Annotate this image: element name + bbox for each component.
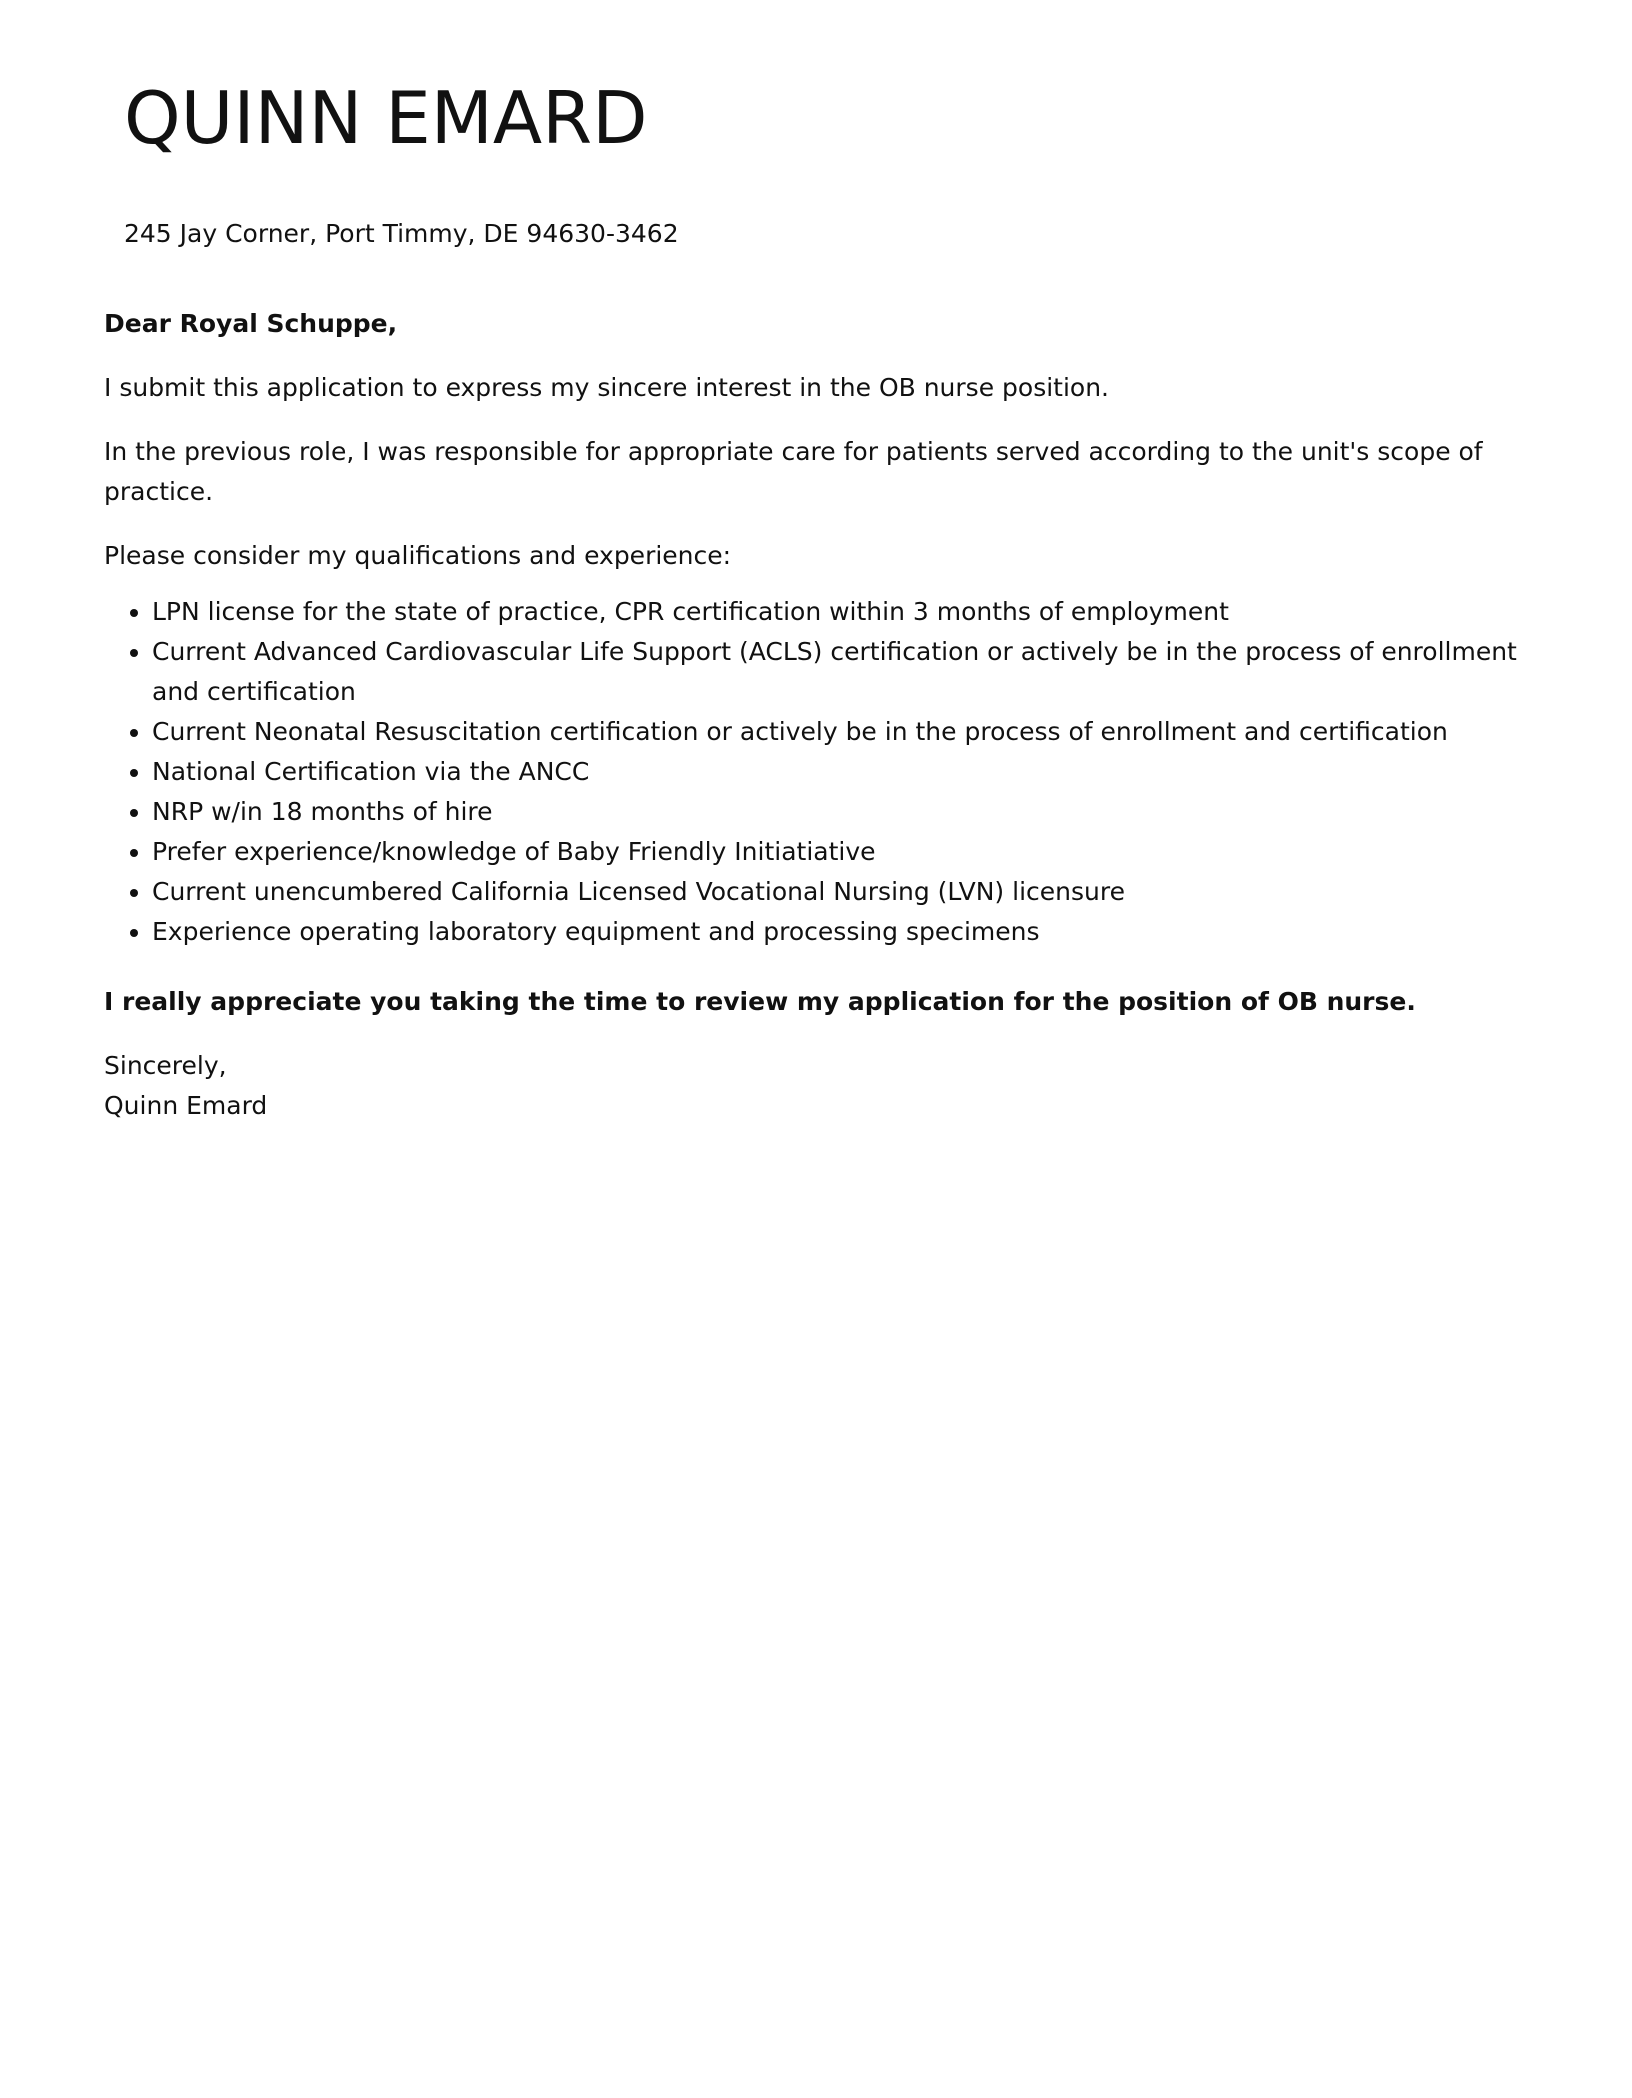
qualifications-list [104,592,1524,952]
qualification-item: • Current Advanced Cardiovascular Life Support (ACLS) certification or actively be in the process of enrollment and certification [152,632,1524,712]
intro-paragraph: I submit this application to express my sincere interest in the OB nurse position. [104,373,1110,402]
qualification-item: • NRP w/in 18 months of hire [152,792,1524,832]
qualification-item: • Current Neonatal Resuscitation certification or actively be in the process of enrollment and certification [152,712,1524,752]
letter-header [124,70,1528,252]
closing-paragraph: I really appreciate you taking the time to review my application for the position of OB nurse. [104,987,1416,1016]
signoff: Sincerely, [104,1051,227,1080]
previous-role-paragraph: In the previous role, I was responsible for appropriate care for patients served according to the unit's scope of practice. [104,437,1483,506]
signature-name: Quinn Emard [104,1091,268,1120]
salutation: Dear Royal Schuppe, [104,309,398,338]
qualification-item: • National Certification via the ANCC [152,752,1524,792]
applicant-name: QUINN EMARD [124,76,648,160]
qualifications-intro: Please consider my qualifications and experience: [104,541,732,570]
letter-body [104,304,1524,1126]
applicant-address: 245 Jay Corner, Port Timmy, DE 94630-3462 [124,219,679,248]
qualification-item: • Experience operating laboratory equipment and processing specimens [152,912,1524,952]
qualification-item: • LPN license for the state of practice, CPR certification within 3 months of employment [152,592,1524,632]
qualification-item: • Prefer experience/knowledge of Baby Friendly Initiatiative [152,832,1524,872]
qualification-item: • Current unencumbered California Licensed Vocational Nursing (LVN) licensure [152,872,1524,912]
